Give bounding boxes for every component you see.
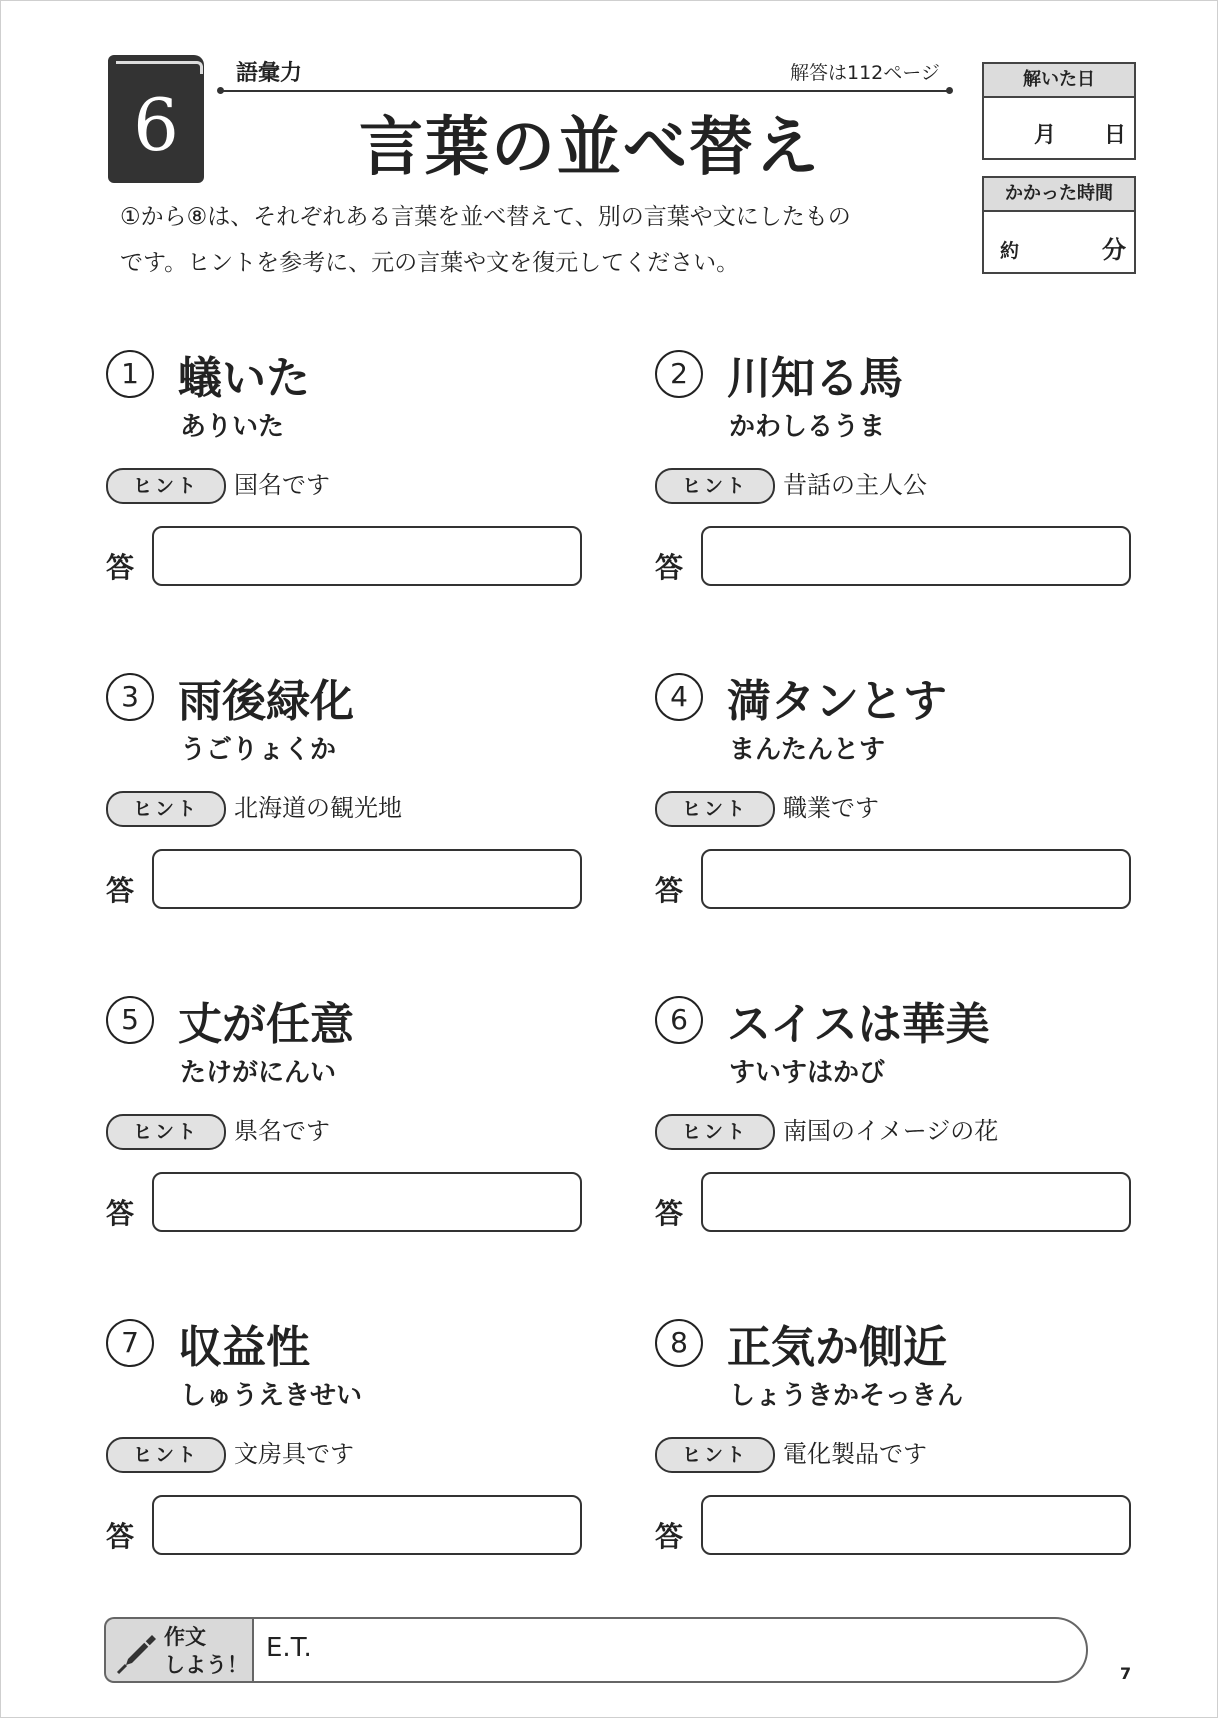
answer-label: 答 [655,1197,684,1230]
hint-text: 職業です [783,794,879,822]
page-number: 7 [1120,1664,1132,1683]
instructions [120,194,960,286]
unit-number: 6 [133,83,179,167]
question-6 [655,996,1155,1266]
question-4 [655,673,1155,943]
word-reading: たけがにんい [180,1058,337,1088]
word-reading: すいすはかび [729,1058,886,1088]
answer-label: 答 [106,874,135,907]
fountain-pen-icon [114,1631,158,1675]
composition-label-line-2: しよう！ [164,1653,248,1677]
answer-label: 答 [655,1520,684,1553]
answer-field[interactable] [701,1495,1131,1555]
hint-badge: ヒント [655,1114,775,1150]
date-box[interactable] [982,62,1136,160]
scrambled-word: 正気か側近 [727,1322,947,1373]
day-label: 日 [1103,123,1126,148]
question-1 [106,350,606,620]
word-reading: ありいた [180,412,285,442]
question-number: 8 [655,1319,703,1367]
scrambled-word: 丈が任意 [178,999,354,1050]
hint-badge: ヒント [106,791,226,827]
answer-label: 答 [106,1520,135,1553]
minutes-label: 分 [1102,236,1126,264]
answer-field[interactable] [152,1172,582,1232]
composition-footer [104,1617,1088,1683]
scrambled-word: 雨後緑化 [178,676,354,727]
question-3 [106,673,606,943]
question-5 [106,996,606,1266]
category-label: 語彙力 [236,61,303,86]
answer-field[interactable] [152,849,582,909]
answer-reference: 解答は112ページ [790,62,940,84]
approx-label: 約 [1000,240,1020,262]
hint-badge: ヒント [106,468,226,504]
answer-field[interactable] [152,526,582,586]
question-number: 2 [655,350,703,398]
question-number: 7 [106,1319,154,1367]
scrambled-word: 蟻いた [178,353,310,404]
question-number: 5 [106,996,154,1044]
scrambled-word: 川知る馬 [727,353,903,404]
hint-text: 電化製品です [783,1440,927,1468]
scrambled-word: 満タンとす [727,676,947,727]
answer-field[interactable] [152,1495,582,1555]
question-number: 4 [655,673,703,721]
answer-label: 答 [106,551,135,584]
question-7 [106,1319,606,1589]
header-rule [220,90,950,92]
composition-label-line-1: 作文 [164,1625,206,1649]
month-label: 月 [1034,123,1057,148]
answer-label: 答 [655,551,684,584]
date-box-label: 解いた日 [984,64,1134,98]
hint-text: 文房具です [234,1440,354,1468]
time-box-label: かかった時間 [984,178,1134,212]
time-box[interactable] [982,176,1136,274]
hint-text: 北海道の観光地 [234,794,402,822]
hint-badge: ヒント [655,1437,775,1473]
hint-text: 南国のイメージの花 [783,1117,999,1145]
hint-badge: ヒント [655,468,775,504]
composition-field[interactable] [252,1617,1088,1683]
instructions-line-1: ①から⑧は、それぞれある言葉を並べ替えて、別の言葉や文にしたもの [120,204,851,230]
scrambled-word: スイスは華美 [727,999,990,1050]
hint-badge: ヒント [106,1114,226,1150]
question-number: 1 [106,350,154,398]
question-2 [655,350,1155,620]
word-reading: しゅうえきせい [180,1381,363,1411]
instructions-line-2: です。ヒントを参考に、元の言葉や文を復元してください。 [120,250,740,276]
answer-label: 答 [655,874,684,907]
question-8 [655,1319,1155,1589]
unit-badge [108,55,204,183]
word-reading: うごりょくか [180,735,337,765]
composition-label [164,1623,248,1679]
question-number: 6 [655,996,703,1044]
word-reading: まんたんとす [729,735,886,765]
answer-field[interactable] [701,526,1131,586]
answer-field[interactable] [701,1172,1131,1232]
hint-badge: ヒント [106,1437,226,1473]
hint-text: 昔話の主人公 [783,471,927,499]
answer-field[interactable] [701,849,1131,909]
hint-badge: ヒント [655,791,775,827]
question-number: 3 [106,673,154,721]
answer-label: 答 [106,1197,135,1230]
hint-text: 県名です [234,1117,330,1145]
scrambled-word: 収益性 [178,1322,310,1373]
word-reading: かわしるうま [729,412,886,442]
hint-text: 国名です [234,471,330,499]
word-reading: しょうきかそっきん [729,1381,964,1411]
composition-value: E.T. [266,1633,312,1663]
page-title: 言葉の並べ替え [359,111,821,185]
composition-tab [104,1617,252,1683]
